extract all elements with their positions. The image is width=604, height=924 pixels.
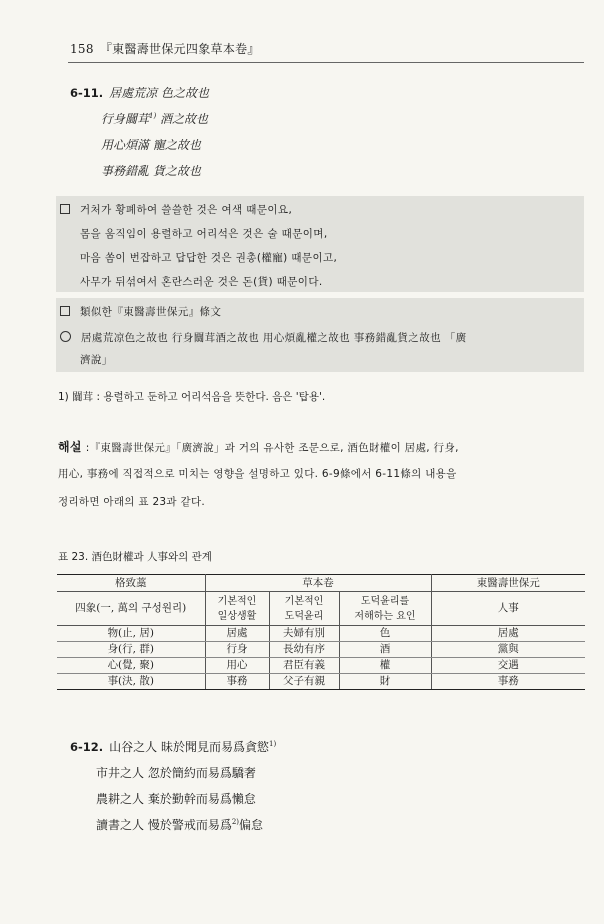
- book-title: 『東醫壽世保元四象草本卷』: [99, 42, 260, 56]
- table-row: 心(覺, 聚) 用心 君臣有義 權 交遇: [57, 658, 585, 674]
- sub-header-hindrance: 도덕윤리를 저해하는 요인: [339, 592, 431, 626]
- col-group-gyeokchigo: 格致藁: [57, 575, 205, 592]
- running-header: [70, 40, 260, 57]
- page-number: 158: [70, 42, 94, 56]
- sub-header-daily-life: 기본적인 일상생활: [205, 592, 269, 626]
- commentary-heading: 해설: [58, 440, 82, 454]
- table-row: 身(行, 群) 行身 長幼有序 酒 黨與: [57, 642, 585, 658]
- verse-6-12-line-2: 市井之人 忽於簡約而易爲驕奢: [96, 766, 256, 780]
- table-group-header-row: [57, 575, 585, 592]
- col-group-chobongwon: 草本卷: [205, 575, 431, 592]
- sub-header-sasang: 四象(一, 萬의 구성원리): [57, 592, 205, 626]
- section-label: 6-11.: [70, 86, 104, 100]
- translation-line-2: 몸을 움직임이 용렬하고 어리석은 것은 술 때문이며,: [80, 228, 328, 240]
- commentary-line-2: 用心, 事務에 직접적으로 미치는 영향을 설명하고 있다. 6-9條에서 6-11條의 내용을: [58, 468, 457, 480]
- similar-line-1: 居處荒凉色之故也 行身闒茸酒之故也 用心煩亂權之故也 事務錯亂貨之故也 「廣: [60, 330, 467, 345]
- sub-header-insa: 人事: [431, 592, 585, 626]
- translation-line-1: 거처가 황폐하여 쓸쓸한 것은 여색 때문이요,: [60, 202, 292, 217]
- table-23: [57, 574, 585, 690]
- sub-header-moral: 기본적인 도덕윤리: [269, 592, 339, 626]
- square-icon: [60, 306, 70, 316]
- verse-6-11-line-3: 用心煩滿 寵之故也: [101, 138, 201, 152]
- commentary-line-3: 정리하면 아래의 표 23과 같다.: [58, 496, 206, 508]
- footnote-marker: 1): [149, 112, 157, 120]
- verse-6-11-line-4: 事務錯亂 貨之故也: [101, 164, 201, 178]
- table-row: 物(止, 居) 居處 夫婦有別 色 居處: [57, 626, 585, 642]
- verse-6-12-line-3: 農耕之人 棄於勤幹而易爲懶怠: [96, 792, 256, 806]
- verse-6-12-line-4: 讀書之人 慢於警戒而易爲$^{2)}$偏怠: [96, 818, 264, 832]
- table-caption: 표 23. 酒色財權과 人事와의 관계: [58, 551, 212, 563]
- similar-line-2: 濟說」: [80, 354, 113, 366]
- section-label-6-12: 6-12.: [70, 740, 104, 754]
- translation-line-4: 사무가 뒤섞여서 혼란스러운 것은 돈(貨) 때문이다.: [80, 276, 323, 288]
- translation-line-3: 마음 쏨이 번잡하고 답답한 것은 권총(權寵) 때문이고,: [80, 252, 338, 264]
- similar-title: 類似한『東醫壽世保元』條文: [60, 304, 221, 319]
- col-group-dongeui: 東醫壽世保元: [431, 575, 585, 592]
- verse-6-11-line-2: 行身闒茸$^{1)}$ 酒之故也: [101, 112, 209, 126]
- table-row: 事(決, 散) 事務 父子有親 財 事務: [57, 674, 585, 690]
- commentary-line-1: 해설 :『東醫壽世保元』「廣濟說」과 거의 유사한 조문으로, 酒色財權이 居處, 行身,: [58, 440, 459, 454]
- footnote-1: 1) 闒茸 : 용렬하고 둔하고 어리석음을 뜻한다. 음은 '탑용'.: [58, 391, 326, 403]
- header-rule: [68, 62, 584, 63]
- checkbox-square-icon: [60, 204, 70, 214]
- table-sub-header-row: [57, 592, 585, 626]
- circle-icon: [60, 331, 71, 342]
- verse-6-12-line-1: 6-12. 山谷之人 昧於聞見而易爲貪慾$^{1)}$: [70, 740, 277, 754]
- verse-6-11-line-1: 6-11. 居處荒凉 色之故也: [70, 86, 209, 100]
